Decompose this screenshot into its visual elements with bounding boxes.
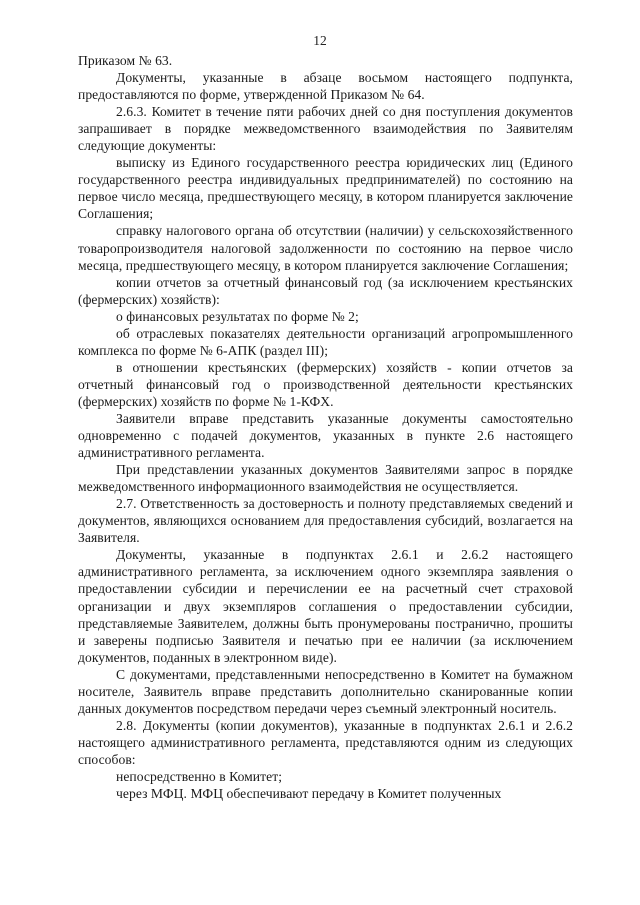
page-number: 12 bbox=[313, 33, 327, 48]
document-body bbox=[78, 52, 573, 802]
paragraph: об отраслевых показателях деятельности организаций агропромышленного комплекса по форме № 6-АПК (раздел III); bbox=[78, 325, 573, 358]
paragraph: выписку из Единого государственного реестра юридических лиц (Единого государственного реестра индивидуальных предпринимателей) по состоянию на первое число месяца, предшествующего месяцу, в котором планируется заключение Соглашения; bbox=[78, 155, 573, 222]
paragraph: через МФЦ. МФЦ обеспечивают передачу в Комитет полученных bbox=[116, 786, 502, 802]
paragraph: Документы, указанные в подпунктах 2.6.1 и 2.6.2 настоящего административного регламента, за исключением одного экземпляра заявления о предоставлении субсидии и перечислении ее на расчетный счет страховой организации и двух экземпляров соглашения о предоставлении субсидии, представляемые Заявителем, должны быть пронумерованы постранично, прошиты и заверены подписью Заявителя и печатью при ее наличии (за исключением документов, поданных в электронном виде). bbox=[78, 547, 573, 665]
paragraph: 2.6.3. Комитет в течение пяти рабочих дней со дня поступления документов запрашивает в порядке межведомственного взаимодействия по Заявителям следующие документы: bbox=[78, 104, 573, 154]
paragraph: непосредственно в Комитет; bbox=[116, 768, 283, 784]
paragraph: С документами, представленными непосредственно в Комитет на бумажном носителе, Заявитель вправе представить дополнительно сканированные копии данных документов посредством передачи через съемный электронный носитель. bbox=[78, 666, 573, 716]
paragraph: 2.8. Документы (копии документов), указанные в подпунктах 2.6.1 и 2.6.2 настоящего административного регламента, представляются одним из следующих способов: bbox=[78, 717, 573, 767]
paragraph: При представлении указанных документов Заявителями запрос в порядке межведомственного информационного взаимодействия не осуществляется. bbox=[78, 462, 573, 495]
paragraph: о финансовых результатах по форме № 2; bbox=[116, 308, 359, 324]
paragraph: справку налогового органа об отсутствии (наличии) у сельскохозяйственного товаропроизводителя налоговой задолженности по состоянию на первое число месяца, предшествующего месяцу, в котором планируется заключение Соглашения; bbox=[78, 223, 573, 273]
paragraph: в отношении крестьянских (фермерских) хозяйств - копии отчетов за отчетный финансовый год о производственной деятельности крестьянских (фермерских) хозяйств по форме № 1-КФХ. bbox=[78, 359, 573, 409]
paragraph: копии отчетов за отчетный финансовый год (за исключением крестьянских (фермерских) хозяйств): bbox=[78, 274, 573, 307]
paragraph: Заявители вправе представить указанные документы самостоятельно одновременно с подачей документов, указанных в пункте 2.6 настоящего административного регламента. bbox=[78, 410, 573, 461]
paragraph: 2.7. Ответственность за достоверность и полноту представляемых сведений и документов, являющихся основанием для предоставления субсидий, возлагается на Заявителя. bbox=[78, 496, 573, 546]
paragraph: Документы, указанные в абзаце восьмом настоящего подпункта, предоставляются по форме, утвержденной Приказом № 64. bbox=[78, 70, 573, 103]
paragraph: Приказом № 63. bbox=[78, 53, 173, 68]
